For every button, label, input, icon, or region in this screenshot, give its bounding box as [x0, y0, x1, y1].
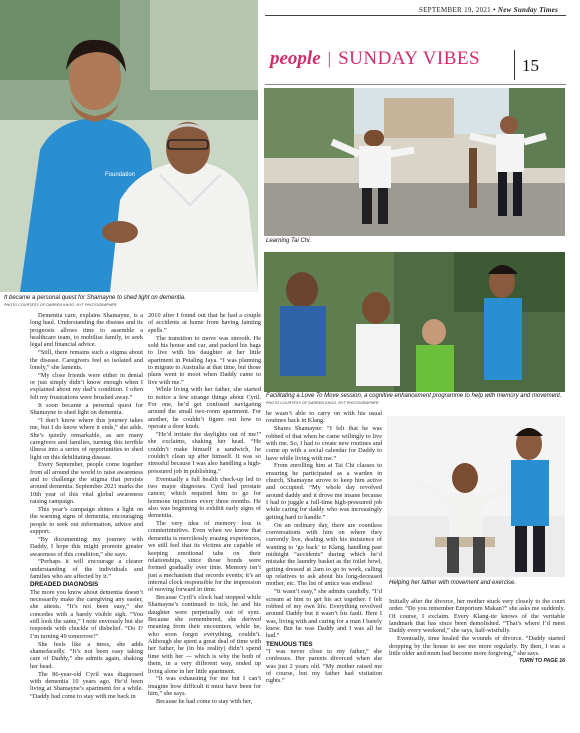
- article-paragraph: This year’s campaign shines a light on the warning signs of dementia, encouraging people to seek out information, advice and support.: [30, 505, 143, 535]
- header-underline: [265, 84, 566, 85]
- article-paragraph: Because he had come to stay with her,: [156, 697, 253, 705]
- article-paragraph: The very idea of memory loss is counterintuitive. Even when we know that dementia is mercilessly erasing experiences, we still feel that its victims are capable of keeping emotional tabs on their relationships, since those bonds were formed gradually over time. Memory isn’t just a mechanism that records events; it’s an internal clock responsible for the impression of moving forward in time.: [148, 520, 261, 594]
- article-paragraph: Every September, people come together from all around the world to raise awareness and to challenge the stigma that persists around dementia. September 2021 marks the 10th year of this vital global awareness raising campaign.: [30, 461, 143, 506]
- credit-photo-3: PHOTO COURTESY OF DARREN KHOO, NYT PHOTOGRAPHER: [266, 401, 379, 405]
- photo-shamayne-and-father-image: [0, 0, 258, 292]
- article-paragraph: Shares Shamayne: “I felt that he was robbed of that when he came willingly to live with me. So, I had to create new routines and come up with a social calendar for Daddy to have while living with me.”: [266, 425, 382, 462]
- subheading: TENUOUS TIES: [266, 640, 313, 648]
- article-paragraph: “He’d irritate the daylights out of me!” she exclaims, shaking her head. “He couldn’t make himself a sandwich, he couldn’t clean up after himself. It was so stressful because I was also handling a high-pressured job in publishing.”: [148, 431, 261, 475]
- caption-photo-4: [389, 580, 565, 587]
- article-paragraph: On an ordinary day, there are countless conversations with him on where they currently live, dealing with his insistence of wanting to ‘go back’ to Klang, handling past midnight “accidents” during which he’d mistake the laundry basket as the toilet bowl, getting dressed at 2am to go to work, calling up relatives to ask about his long-deceased mother, etc. The list of antics was endless!: [266, 521, 382, 588]
- article-paragraph: Eventually, time healed the wounds of divorce. “Daddy started dropping by the house to see me more regularly. By then, I was a little older and mum had become more forgiving,” she says.: [389, 635, 565, 657]
- page-number-rule: [514, 50, 515, 80]
- photo-love-to-move: [264, 252, 565, 392]
- article-paragraph: “Perhaps it will encourage a clearer understanding of the individuals and families who are affected by it.”: [30, 558, 143, 581]
- article-paragraph: “It wasn’t easy,” she admits candidly. “I’d scream at him to get his act together. I felt robbed of my own life. Everything revolved around Daddy but it wasn’t his fault. Here I was, living with and caring for a man I barely knew. But he was Daddy and I was all he had.”: [266, 588, 382, 640]
- article-paragraph: “Still, there remains such a stigma about the disease. Caregivers feel so isolated and lonely,” she laments.: [30, 349, 143, 371]
- page-number: 15: [522, 56, 539, 75]
- header-divider: |: [327, 49, 332, 68]
- caption-photo-1-text: It became a personal quest for Shamayne to shed light on dementia.: [4, 295, 186, 301]
- article-paragraph: The more you know about dementia doesn’t necessarily make the caregiving any easier, she attests. “It’s not been easy,” she concedes with a barely visible sigh. “You still look the same,” I note enviously but she responds with chuckle of disbelief. “Do I? I’m turning 49 tomorrow!”: [30, 588, 143, 640]
- article-column-3: [266, 410, 382, 685]
- article-paragraph: Because Cyril’s clock had stopped while Shamayne’s continued to tick, he and his daughter were perpetually out of sync. Because she remembered, she derived meaning from their encounters, while he, who soon forgot everything, couldn’t. Although she spent a great deal of time with her father, he (in his reality) didn’t spend time with her — which is why the both of them, in a very different way, ended up living alone in her little apartment.: [148, 594, 261, 675]
- photo-helping-father-image: [387, 416, 565, 577]
- article-paragraph: Initially after the divorce, her mother stuck very closely to the court order. “Do you remember Emporium Makan?” she asks me suddenly. Of course, I exclaim. Every Klang-ite knows of the veritable landmark that has since been demolished. “That’s where I’d meet Daddy every weekend,” she says, half-wistfully.: [389, 598, 565, 635]
- top-rule: [265, 15, 566, 16]
- caption-photo-4-text: Helping her father with movement and exercise.: [389, 580, 517, 586]
- article-paragraph: The transition to move was smooth. He sold his house and car, and packed his bags to live with his daughter at her little apartment in Petaling Jaya. “I was planning to migrate to Australia at that time, but those plans went to moot when Daddy came to live with me.”: [148, 334, 261, 386]
- article-column-4: [389, 598, 565, 665]
- photo-tai-chi-image: [264, 88, 565, 236]
- article-paragraph: “I was never close to my father,” she confesses. Her parents divorced when she was just 2 years old. “My mother raised me of course, but my father had visitation rights.”: [266, 648, 382, 685]
- caption-photo-3: [266, 393, 566, 407]
- article-paragraph: The 86-year-old Cyril was diagnosed with dementia 10 years ago. He’d been living at Shamayne’s apartment for a while. “Daddy had come to stay with me back in: [30, 670, 143, 700]
- article-paragraph: “It was exhausting for me but I can’t imagine how difficult it must have been for him,” she says.: [148, 675, 261, 698]
- subheading: DREADED DIAGNOSIS: [30, 581, 99, 589]
- photo-helping-father: [387, 416, 565, 577]
- photo-shamayne-and-father: [0, 0, 258, 292]
- credit-photo-1: PHOTO COURTESY OF DARREN KHOO, NYT PHOTOGRAPHER: [4, 303, 117, 307]
- issue-date: SEPTEMBER 19, 2021 •: [418, 6, 496, 14]
- masthead: New Sunday Times: [497, 6, 558, 14]
- article-paragraph: Eventually a full health check-up led to two major diagnoses. Cyril had prostate cancer, which required him to go for hormone injections every three months. He also was beginning to exhibit early signs of dementia.: [148, 475, 261, 520]
- article-paragraph: “I don’t know where this journey takes me, but I do know where it ends,” she adds. She’s quietly remarkable, as are many caregivers and families, turning this terrible illness into a series of opportunities to shed light on this debilitating disease.: [30, 416, 143, 461]
- turn-to-page: TURN TO PAGE 16: [519, 657, 565, 664]
- article-paragraph: From enrolling him at Tai Chi classes to ensuring he participated as a warden in church, Shamayne strove to keep him active and occupied. “My whole day revolved around daddy and it drove me insane because I had to juggle a full-time high-pressured job while caring for daddy who was increasingly getting hard to handle.”: [266, 462, 382, 521]
- article-paragraph: While living with her father, she started to notice a few strange things about Cyril. For one, he’d get confused navigating around the small two-room apartment. For another, he couldn’t figure out how to operate a door knob.: [148, 386, 261, 431]
- caption-photo-2-text: Learning Tai Chi.: [266, 238, 312, 244]
- caption-photo-3-text: Facilitating a Love To Move session, a cognitive enhancement programme to help with memory and movement.: [266, 393, 562, 399]
- article-paragraph: She feels like a mess, she adds shamefacedly. “It’s not been easy taking care of Daddy,” she admits again, shaking her head.: [30, 640, 143, 670]
- photo-love-to-move-image: [264, 252, 565, 392]
- article-paragraph: “By documenting my journey with Daddy, I hope this might promote greater awareness of this condition,” she says.: [30, 535, 143, 558]
- article-paragraph: he wasn’t able to carry on with his usual routines back in Klang.: [266, 410, 382, 425]
- section-label: people: [270, 48, 321, 69]
- article-paragraph: It soon became a personal quest for Shamayne to shed light on dementia.: [30, 401, 143, 416]
- section-title: SUNDAY VIBES: [338, 48, 481, 69]
- article-column-1: [30, 312, 143, 700]
- article-column-2: [148, 312, 261, 706]
- section-header: [270, 48, 480, 74]
- dateline: [419, 6, 558, 14]
- caption-photo-2: [266, 238, 546, 245]
- article-paragraph: “My close friends were either in denial or just simply didn’t know enough when I explained about my dad’s condition. I often felt my frustrations were brushed away.”: [30, 371, 143, 401]
- article-paragraph: 2010 after I found out that he had a couple of accidents at home from having fainting spells.”: [148, 312, 261, 334]
- caption-photo-1: [4, 295, 258, 309]
- article-paragraph: Dementia care, explains Shamayne, is a long haul. Understanding the disease and its prognosis allows time to assemble a healthcare team, to mobilise family, to seek legal and financial advice.: [30, 312, 143, 349]
- shirt-text: Foundation: [105, 172, 136, 178]
- photo-tai-chi: [264, 88, 565, 236]
